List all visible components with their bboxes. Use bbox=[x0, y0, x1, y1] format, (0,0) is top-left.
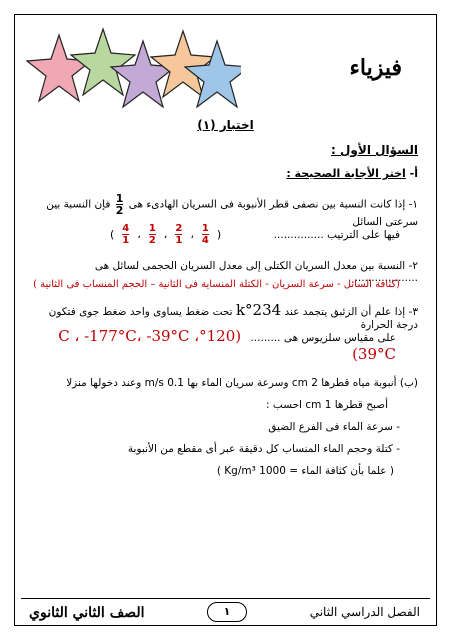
item1-fraction-num: 1 bbox=[115, 192, 124, 205]
exam-title: اختبار (١) bbox=[197, 118, 254, 132]
section-b-line5: ( علما بأن كثافة الماء = 1000 Kg/m³ ) bbox=[216, 465, 394, 477]
item1-fraction-den: 2 bbox=[115, 204, 124, 217]
star-blue bbox=[185, 41, 241, 107]
page-number: ١ bbox=[207, 602, 247, 622]
item3-line2 bbox=[29, 327, 418, 363]
exam-page bbox=[14, 14, 437, 626]
subject-title: فيزياء bbox=[349, 55, 402, 81]
item3-choices: (120°C ، -177°C، -39°C ، 39°C) bbox=[58, 327, 396, 363]
item2-text: ٢- النسبة بين معدل السريان الكتلى إلى معدل السريان الحجمى لسائل هى ................... bbox=[94, 260, 418, 284]
item1-text-a: ١- إذا كانت النسبة بين نصفى قطر الأنبوبة فى السريان الهادىء هى bbox=[128, 198, 418, 211]
star-green bbox=[71, 29, 135, 95]
stars-decoration bbox=[21, 21, 241, 113]
section-a-title: اختر الأجابة الصحيحة : bbox=[286, 167, 406, 180]
section-b-line1: (ب) أنبوبة مياه قطرها 2 cm وسرعة سريان الماء بها 0.1 m/s وعند دخولها منزلا bbox=[66, 377, 418, 389]
choice-fraction: 2 1 bbox=[175, 223, 183, 246]
choice-fraction: 4 1 bbox=[122, 223, 130, 246]
footer-grade: الصف الثاني الثانوي bbox=[29, 605, 145, 621]
section-a-heading bbox=[29, 167, 418, 180]
footer-term: الفصل الدراسي الثاني bbox=[309, 605, 420, 619]
item3-line2-text: على مقياس سلزيوس هى ......... bbox=[250, 332, 396, 344]
star-purple bbox=[111, 41, 175, 107]
star-pink bbox=[27, 35, 91, 101]
choice-fraction: 1 2 bbox=[148, 223, 156, 246]
question-heading: السؤال الأول : bbox=[331, 143, 418, 157]
footer-divider bbox=[21, 598, 430, 599]
section-b-line2: أصبح قطرها 1 cm احسب : bbox=[266, 399, 388, 411]
item1-choices: ( 4 1 ، 1 2 ، 2 1 ، 1 4 ) bbox=[110, 223, 222, 246]
item3-text-a: ٣- إذا علم أن الزئبق يتجمد عند bbox=[284, 306, 418, 318]
section-a-label: أ- bbox=[409, 167, 418, 180]
item1-text-b: فإن النسبة بين سرعتى السائل bbox=[46, 198, 418, 228]
item1-line2: فيها على الترتيب ............... bbox=[273, 229, 400, 241]
section-b-line3: - سرعة الماء فى الفرع الضيق bbox=[268, 421, 400, 433]
item2-choices: (كثافة السائل - سرعة السريان - الكتلة المنساية فى الثانية – الحجم المنساب فى الثانية ) bbox=[33, 279, 400, 290]
item3-value: 234°k bbox=[235, 301, 282, 319]
choice-fraction: 1 4 bbox=[201, 223, 209, 246]
item3-text-b: تحت ضغط يساوى واحد ضغط جوى فتكون درجة الحرارة bbox=[48, 306, 418, 331]
section-b-line4: - كتلة وحجم الماء المنساب كل دقيقة عبر أى مقطع من الأنبوبة bbox=[127, 443, 400, 455]
item1-fraction bbox=[116, 193, 124, 216]
